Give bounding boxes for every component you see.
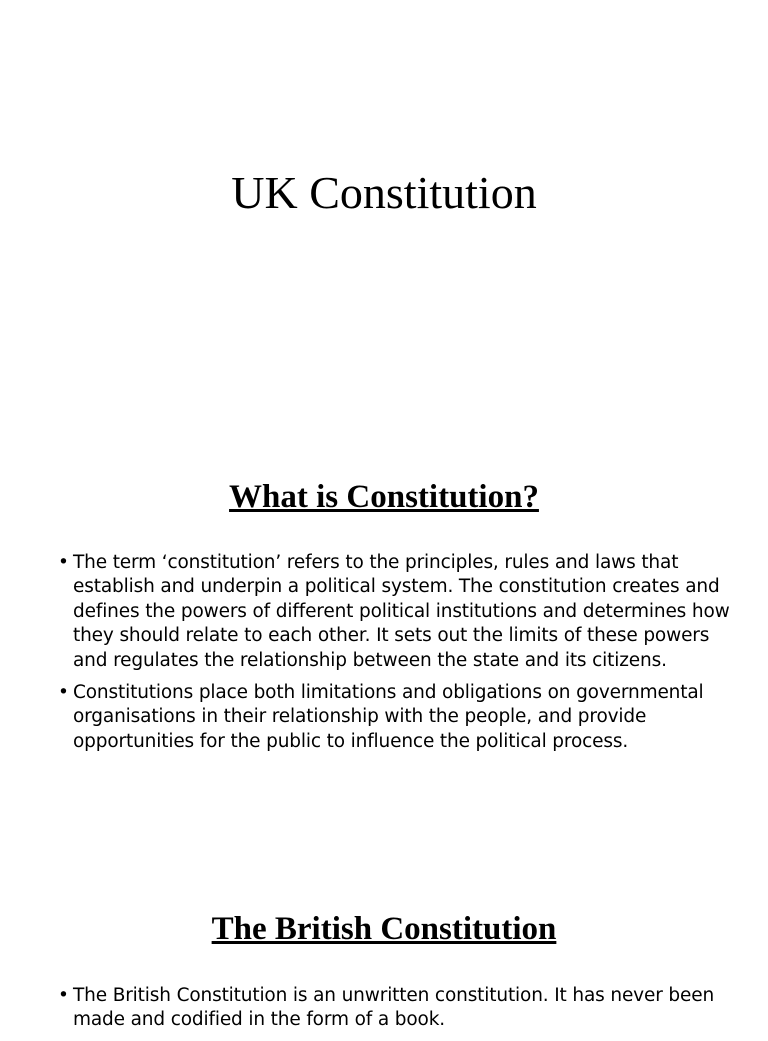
list-item <box>58 681 738 754</box>
bullet-text: The British Constitution is an unwritten constitution. It has never been made and codified in the form of a book. <box>73 985 715 1031</box>
bullet-icon: • <box>58 682 69 704</box>
list-item <box>58 551 738 673</box>
section-heading: The British Constitution <box>211 911 557 947</box>
list-item <box>58 984 738 1033</box>
bullet-icon: • <box>58 985 69 1006</box>
section-heading: What is Constitution? <box>229 479 539 515</box>
bullet-list <box>58 551 738 762</box>
page-title: UK Constitution <box>231 167 537 218</box>
bullet-icon: • <box>58 552 69 573</box>
bullet-text: Constitutions place both limitations and obligations on governmental organisations in their relationship with the people, and provide opportunities for the public to influence the political process. <box>73 682 704 752</box>
bullet-text: The term ‘constitution’ refers to the principles, rules and laws that establish and underpin a political system. The constitution creates and defines the powers of different political institutions and determines how they should relate to each other. It sets out the limits of these powers and regulates the relationship between the state and its citizens. <box>73 552 730 671</box>
bullet-list <box>58 984 738 1041</box>
